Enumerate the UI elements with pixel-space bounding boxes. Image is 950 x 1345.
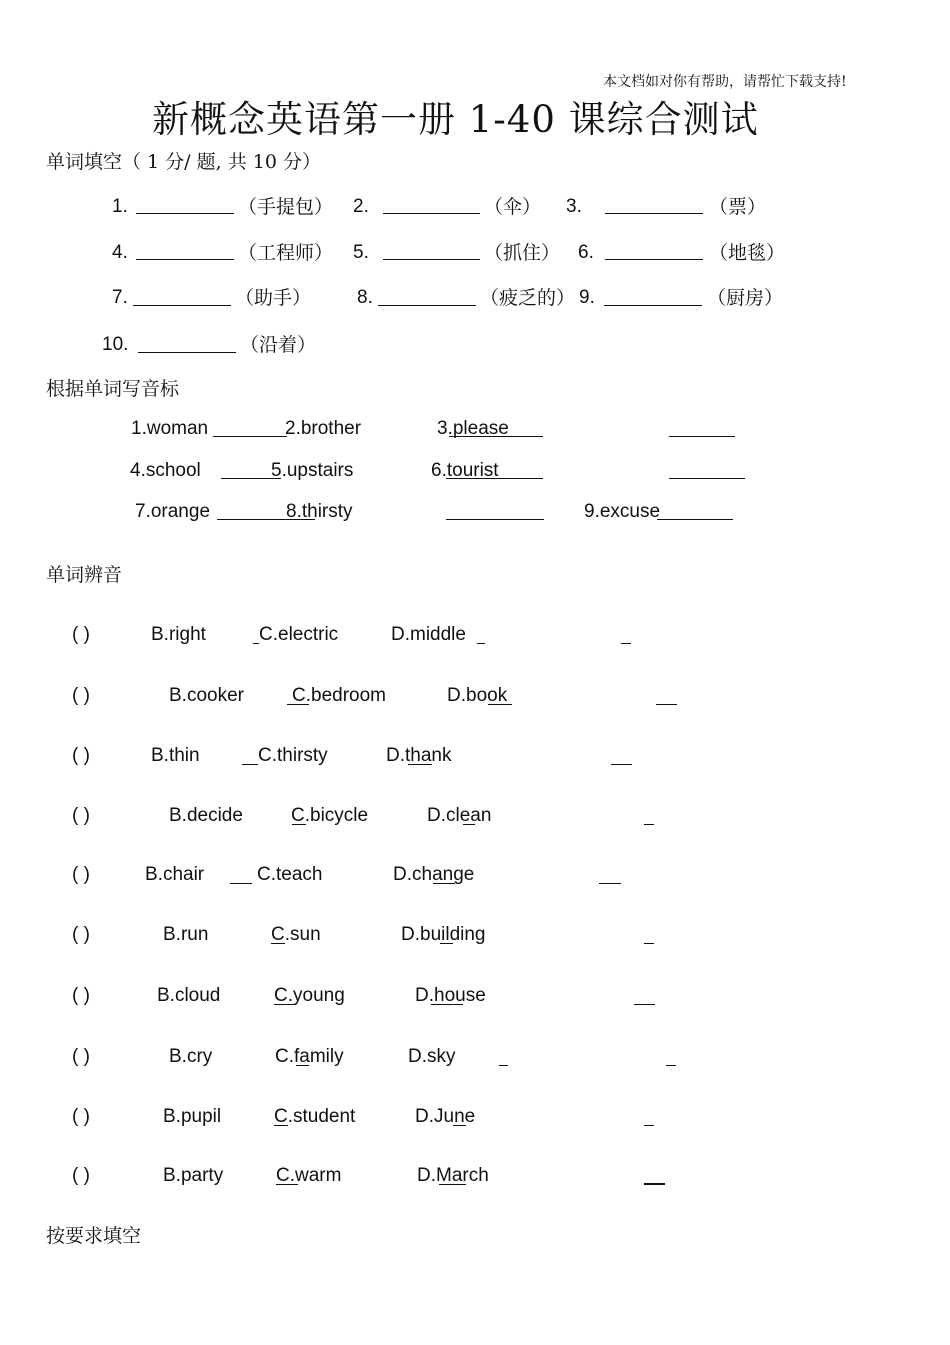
answer-bracket[interactable]: ( ) — [72, 745, 90, 766]
option-c: C.thirsty — [258, 745, 328, 766]
answer-blank[interactable] — [449, 436, 543, 437]
answer-blank — [431, 1004, 463, 1005]
phonetic-word: 1.woman — [131, 418, 209, 439]
section-heading-word-fill: 单词填空（ 1 分/ 题, 共 10 分） — [46, 151, 321, 173]
answer-blank — [287, 704, 309, 705]
answer-bracket[interactable]: ( ) — [72, 685, 90, 706]
phonetic-word: 9.excuse — [584, 501, 661, 522]
answer-blank — [242, 764, 258, 765]
word-fill-hint: （疲乏的） — [480, 287, 576, 309]
option-c: C.electric — [259, 624, 339, 645]
answer-blank — [230, 883, 252, 884]
option-d: D.sky — [408, 1046, 456, 1067]
answer-blank[interactable] — [378, 305, 476, 306]
option-b: B.party — [163, 1165, 224, 1186]
answer-blank[interactable] — [136, 259, 234, 260]
answer-blank[interactable] — [133, 305, 231, 306]
answer-blank — [463, 824, 475, 825]
option-b: B.cooker — [169, 685, 244, 706]
answer-blank[interactable] — [446, 519, 544, 520]
answer-blank — [644, 943, 654, 944]
word-fill-hint: （手提包） — [238, 196, 334, 218]
answer-blank — [440, 943, 453, 944]
option-d: D.middle — [391, 624, 466, 645]
section-heading-fill-as-required: 按要求填空 — [46, 1225, 142, 1247]
option-d: D.house — [415, 985, 486, 1006]
answer-blank — [296, 1065, 309, 1066]
phonetic-word: 6.tourist — [431, 460, 499, 481]
word-fill-number: 4. — [112, 242, 128, 263]
answer-blank — [644, 824, 654, 825]
option-d: D.June — [415, 1106, 476, 1127]
word-fill-hint: （票） — [709, 196, 767, 218]
answer-blank[interactable] — [138, 352, 236, 353]
answer-bracket[interactable]: ( ) — [72, 1165, 90, 1186]
section-heading-phonetics: 根据单词写音标 — [46, 378, 180, 400]
answer-blank — [599, 883, 621, 884]
answer-blank[interactable] — [446, 478, 543, 479]
option-c: C.teach — [257, 864, 323, 885]
word-fill-hint: （助手） — [235, 287, 312, 309]
answer-blank — [453, 1125, 466, 1126]
option-b: B.cry — [169, 1046, 213, 1067]
answer-blank — [276, 1184, 298, 1185]
word-fill-hint: （工程师） — [238, 242, 334, 264]
answer-blank — [439, 1184, 466, 1185]
option-b: B.chair — [145, 864, 205, 885]
answer-blank[interactable] — [604, 305, 702, 306]
answer-blank[interactable] — [383, 259, 480, 260]
option-b: B.run — [163, 924, 209, 945]
word-fill-hint: （伞） — [484, 196, 542, 218]
answer-blank — [499, 1065, 508, 1066]
option-d: D.change — [393, 864, 475, 885]
answer-blank — [644, 1183, 665, 1185]
option-b: B.cloud — [157, 985, 221, 1006]
option-d: D.clean — [427, 805, 492, 826]
answer-blank[interactable] — [669, 436, 735, 437]
word-fill-number: 9. — [579, 287, 595, 308]
answer-bracket[interactable]: ( ) — [72, 864, 90, 885]
option-d: D.book — [447, 685, 508, 706]
option-c: C.bedroom — [292, 685, 386, 706]
phonetic-word: 5.upstairs — [271, 460, 354, 481]
answer-bracket[interactable]: ( ) — [72, 1106, 90, 1127]
option-c: C.student — [274, 1106, 356, 1127]
word-fill-number: 6. — [578, 242, 594, 263]
header-note: 本文档如对你有帮助，请帮忙下载支持! — [603, 74, 847, 90]
phonetic-word: 7.orange — [135, 501, 211, 522]
answer-blank — [611, 764, 632, 765]
answer-blank — [488, 704, 512, 705]
phonetic-word: 3.please — [437, 418, 509, 439]
option-b: B.right — [151, 624, 206, 645]
answer-blank — [666, 1065, 676, 1066]
word-fill-number: 2. — [353, 196, 369, 217]
option-b: B.pupil — [163, 1106, 222, 1127]
answer-blank[interactable] — [136, 213, 234, 214]
answer-blank — [408, 764, 432, 765]
word-fill-hint: （抓住） — [484, 242, 561, 264]
answer-blank — [274, 1004, 296, 1005]
phonetic-word: 4.school — [130, 460, 201, 481]
word-fill-number: 1. — [112, 196, 128, 217]
answer-blank[interactable] — [657, 519, 733, 520]
option-d: D.March — [417, 1165, 489, 1186]
word-fill-hint: （沿着） — [240, 334, 317, 356]
option-b: B.decide — [169, 805, 243, 826]
answer-blank — [477, 643, 485, 644]
answer-blank — [656, 704, 677, 705]
option-d: D.thank — [386, 745, 452, 766]
answer-blank — [634, 1004, 655, 1005]
answer-blank[interactable] — [605, 213, 703, 214]
answer-blank — [292, 824, 306, 825]
answer-blank — [433, 883, 455, 884]
word-fill-hint: （厨房） — [707, 287, 784, 309]
answer-blank — [274, 1125, 288, 1126]
page-title: 新概念英语第一册 1-40 课综合测试 — [152, 98, 759, 141]
answer-blank[interactable] — [605, 259, 703, 260]
answer-blank — [621, 643, 631, 644]
answer-bracket[interactable]: ( ) — [72, 624, 90, 645]
answer-blank — [644, 1125, 654, 1126]
answer-bracket[interactable]: ( ) — [72, 985, 90, 1006]
answer-bracket[interactable]: ( ) — [72, 924, 90, 945]
word-fill-number: 3. — [566, 196, 582, 217]
answer-blank[interactable] — [383, 213, 480, 214]
phonetic-word: 8.thirsty — [286, 501, 353, 522]
answer-bracket[interactable]: ( ) — [72, 1046, 90, 1067]
word-fill-hint: （地毯） — [709, 242, 786, 264]
word-fill-number: 5. — [353, 242, 369, 263]
answer-blank — [271, 943, 285, 944]
option-c: C.warm — [276, 1165, 342, 1186]
word-fill-number: 7. — [112, 287, 128, 308]
answer-bracket[interactable]: ( ) — [72, 805, 90, 826]
option-b: B.thin — [151, 745, 200, 766]
answer-blank[interactable] — [669, 478, 745, 479]
option-d: D.building — [401, 924, 486, 945]
option-c: C.family — [275, 1046, 344, 1067]
option-c: C.sun — [271, 924, 321, 945]
answer-blank[interactable] — [213, 436, 287, 437]
section-heading-pronunciation: 单词辨音 — [46, 564, 123, 586]
option-c: C.bicycle — [291, 805, 369, 826]
word-fill-number: 10. — [102, 334, 129, 355]
option-c: C.young — [274, 985, 345, 1006]
word-fill-number: 8. — [357, 287, 373, 308]
phonetic-word: 2.brother — [285, 418, 362, 439]
